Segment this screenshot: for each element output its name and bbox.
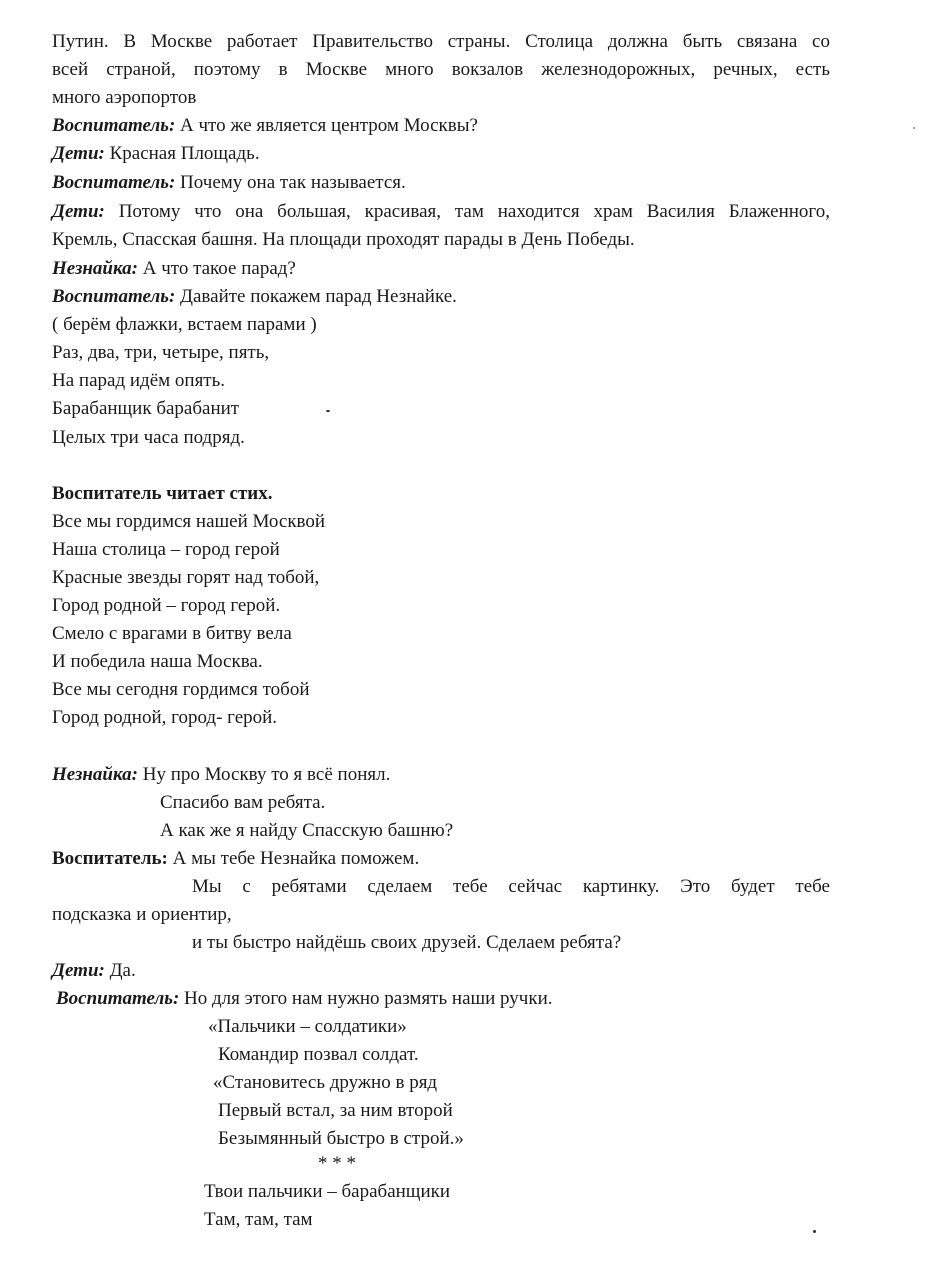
speech-continued: подсказка и ориентир, bbox=[52, 904, 232, 925]
scan-speck bbox=[813, 1230, 816, 1233]
speaker-label: Дети: bbox=[52, 143, 105, 164]
speech-text: Почему она так называется. bbox=[175, 172, 406, 193]
finger-game-title: «Пальчики – солдатики» bbox=[208, 1016, 407, 1037]
dialogue-line bbox=[56, 987, 553, 1011]
stage-direction: ( берём флажки, встаем парами ) bbox=[52, 314, 317, 335]
intro-line-2: всей страной, поэтому в Москве много вокзалов железнодорожных, речных, есть bbox=[52, 59, 830, 80]
speaker-label: Воспитатель: bbox=[52, 848, 168, 869]
dialogue-line bbox=[52, 847, 419, 871]
poem-line: Красные звезды горят над тобой, bbox=[52, 567, 320, 588]
intro-line-3: много аэропортов bbox=[52, 87, 197, 108]
speaker-label: Незнайка: bbox=[52, 258, 138, 279]
finger-game-line: Командир позвал солдат. bbox=[218, 1044, 419, 1065]
dialogue-line bbox=[52, 200, 830, 224]
speaker-label: Незнайка: bbox=[52, 764, 138, 785]
speech-text: Потому что она большая, красивая, там находится храм Василия Блаженного, bbox=[104, 201, 830, 222]
poem-line: Смело с врагами в битву вела bbox=[52, 623, 292, 644]
dialogue-line bbox=[52, 171, 406, 195]
speaker-label: Воспитатель: bbox=[56, 988, 180, 1009]
speaker-label: Воспитатель: bbox=[52, 115, 176, 136]
children-continuation: Кремль, Спасская башня. На площади проходят парады в День Победы. bbox=[52, 229, 635, 250]
finger-game-line: Безымянный быстро в строй.» bbox=[218, 1128, 464, 1149]
poem-line: И победила наша Москва. bbox=[52, 651, 263, 672]
drummer-line: Твои пальчики – барабанщики bbox=[204, 1181, 451, 1202]
rhyme-line: Барабанщик барабанит bbox=[52, 398, 240, 419]
poem-line: Все мы гордимся нашей Москвой bbox=[52, 511, 326, 532]
rhyme-line: Раз, два, три, четыре, пять, bbox=[52, 342, 270, 363]
poem-line: Город родной, город- герой. bbox=[52, 707, 278, 728]
intro-line-1: Путин. В Москве работает Правительство страны. Столица должна быть связана со bbox=[52, 31, 830, 52]
dialogue-line bbox=[52, 142, 260, 166]
dialogue-line bbox=[52, 285, 457, 309]
finger-game-line: Первый встал, за ним второй bbox=[218, 1100, 453, 1121]
speech-continued: Мы с ребятами сделаем тебе сейчас картинку. Это будет тебе bbox=[192, 876, 830, 897]
speaker-label: Воспитатель: bbox=[52, 286, 176, 307]
scan-speck bbox=[326, 410, 330, 412]
poem-line: Наша столица – город герой bbox=[52, 539, 280, 560]
drummer-line: Там, там, там bbox=[204, 1209, 313, 1230]
speech-continued: и ты быстро найдёшь своих друзей. Сделаем ребята? bbox=[192, 932, 622, 953]
speech-text: А что же является центром Москвы? bbox=[175, 115, 478, 136]
separator: * * * bbox=[318, 1153, 356, 1174]
speech-text: А мы тебе Незнайка поможем. bbox=[167, 848, 420, 869]
speech-text: Давайте покажем парад Незнайке. bbox=[175, 286, 457, 307]
poem-line: Город родной – город герой. bbox=[52, 595, 281, 616]
dialogue-line bbox=[52, 763, 390, 787]
poem-line: Все мы сегодня гордимся тобой bbox=[52, 679, 310, 700]
speech-continued: А как же я найду Спасскую башню? bbox=[160, 820, 454, 841]
speaker-label: Дети: bbox=[52, 201, 105, 222]
speech-continued: Спасибо вам ребята. bbox=[160, 792, 326, 813]
dialogue-line bbox=[52, 114, 478, 138]
dialogue-line bbox=[52, 959, 136, 983]
speech-text: Да. bbox=[104, 960, 136, 981]
scan-speck bbox=[913, 127, 915, 129]
speech-text: Но для этого нам нужно размять наши ручки. bbox=[179, 988, 553, 1009]
speech-text: А что такое парад? bbox=[137, 258, 296, 279]
speaker-label: Дети: bbox=[52, 960, 105, 981]
rhyme-line: Целых три часа подряд. bbox=[52, 427, 245, 448]
speaker-label: Воспитатель: bbox=[52, 172, 176, 193]
finger-game-line: «Становитесь дружно в ряд bbox=[213, 1072, 438, 1093]
dialogue-line bbox=[52, 257, 296, 281]
speech-text: Ну про Москву то я всё понял. bbox=[137, 764, 391, 785]
poem-heading: Воспитатель читает стих. bbox=[52, 483, 273, 504]
speech-text: Красная Площадь. bbox=[104, 143, 260, 164]
rhyme-line: На парад идём опять. bbox=[52, 370, 226, 391]
